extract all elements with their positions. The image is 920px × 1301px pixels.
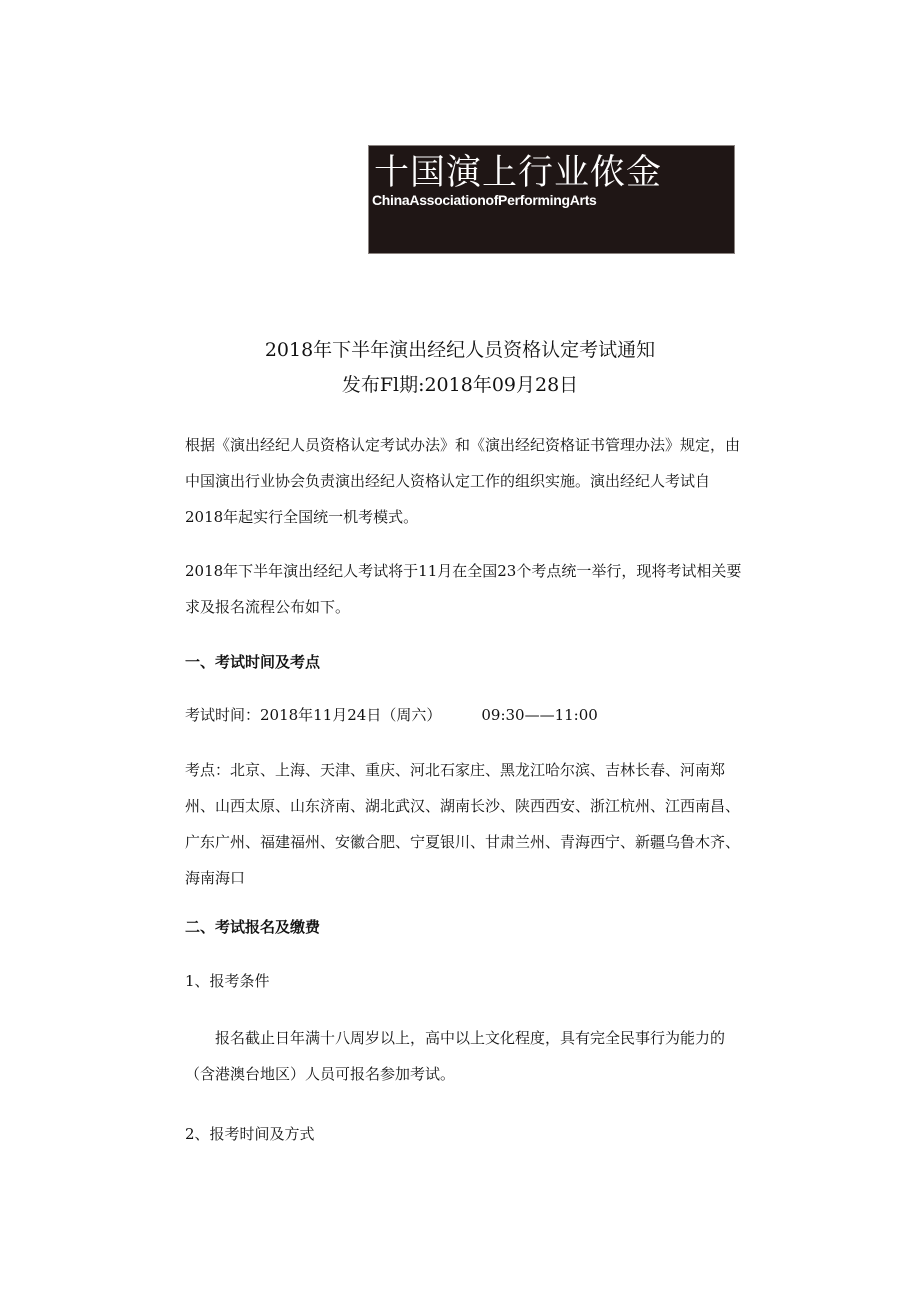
notice-title: 2018年下半年演出经纪人员资格认定考试通知 xyxy=(264,339,656,361)
section-2-heading: 二、考试报名及缴费 xyxy=(185,918,321,936)
exam-venues: 考点：北京、上海、天津、重庆、河北石家庄、黑龙江哈尔滨、吉林长春、河南郑州、山西太原、山东济南、湖北武汉、湖南长沙、陕西西安、浙江杭州、江西南昌、广东广州、福建福州、安徽合肥、宁夏银川、甘肃兰州、青海西宁、新疆乌鲁木齐、海南海口 xyxy=(185,761,741,887)
exam-time-range: 09:30——11:00 xyxy=(481,706,598,724)
logo-chinese-text: 十国演上行业侬金 xyxy=(374,153,663,193)
intro-paragraph: 根据《演出经纪人员资格认定考试办法》和《演出经纪资格证书管理办法》规定，由中国演出行业协会负责演出经纪人资格认定工作的组织实施。演出经纪人考试自2018年起实行全国统一机考模式。 xyxy=(185,436,741,526)
item-1-title: 1、报考条件 xyxy=(185,972,270,990)
association-logo xyxy=(368,145,735,254)
section-1-heading: 一、考试时间及考点 xyxy=(185,653,321,671)
publish-date: 发布Fl期:2018年09月28日 xyxy=(341,374,579,396)
exam-time xyxy=(185,702,598,728)
schedule-paragraph: 2018年下半年演出经纪人考试将于11月在全国23个考点统一举行，现将考试相关要求及报名流程公布如下。 xyxy=(185,562,742,616)
item-1-text: 报名截止日年满十八周岁以上，高中以上文化程度，具有完全民事行为能力的（含港澳台地区）人员可报名参加考试。 xyxy=(185,1029,726,1083)
logo-english-text: ChinaAssociationofPerformingArts xyxy=(372,192,597,208)
exam-time-label: 考试时间：2018年11月24日（周六） xyxy=(185,706,442,724)
item-2-title: 2、报考时间及方式 xyxy=(185,1125,315,1143)
